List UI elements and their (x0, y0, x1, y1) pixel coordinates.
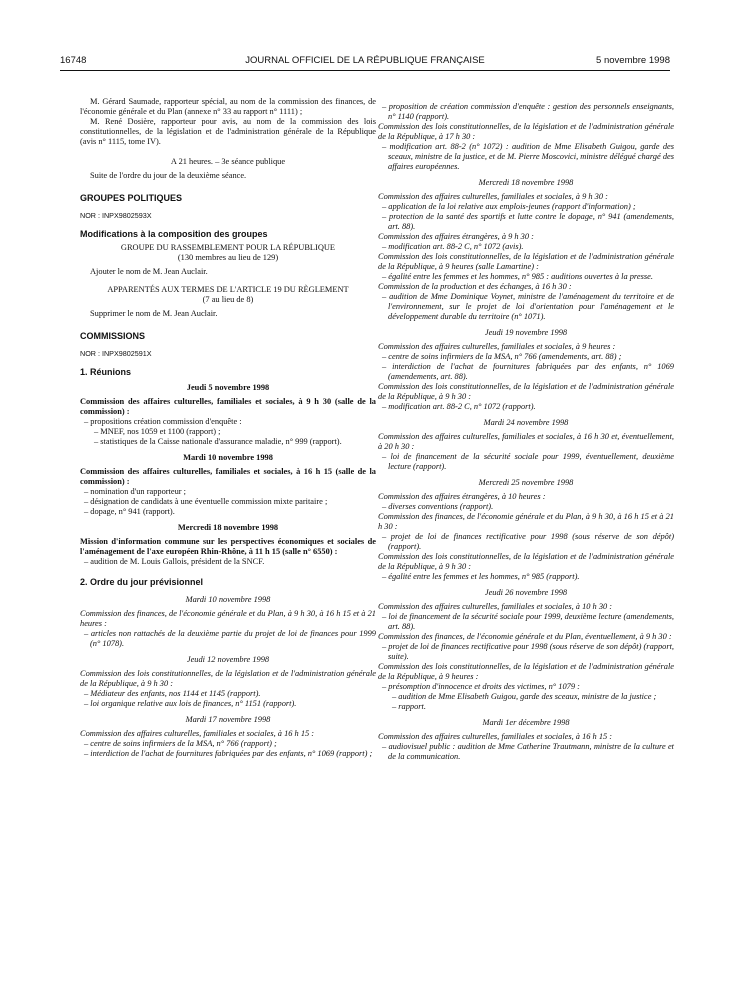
meeting-body: Commission des finances, de l'économie générale et du Plan, à 9 h 30, à 16 h 15 et à 21 h 30 : (378, 512, 674, 531)
list-item: – égalité entre les femmes et les hommes, n° 985 (rapport). (382, 572, 580, 581)
meeting-body: Commission des affaires culturelles, familiales et sociales, à 9 heures : (378, 342, 616, 351)
list-item: – audition de M. Louis Gallois, président de la SNCF. (84, 557, 265, 566)
paragraph: Suite de l'ordre du jour de la deuxième séance. (90, 171, 247, 180)
meeting-body: Commission des affaires culturelles, familiales et sociales, à 16 h 15 : (80, 729, 315, 738)
nor-reference: NOR : INPX9802591X (80, 349, 152, 358)
group-count: (130 membres au lieu de 129) (177, 253, 279, 262)
list-item: – audition de Mme Dominique Voynet, ministre de l'aménagement du territoire et de l'environnement, sur le projet de loi d'orientation pour l'aménagement et le développement durable du territoire (n° 1071). (382, 292, 674, 321)
subsection-title: 2. Ordre du jour prévisionnel (80, 577, 204, 587)
date-heading: Jeudi 19 novembre 1998 (484, 328, 568, 337)
meeting-body: Commission des affaires étrangères, à 10 heures : (378, 492, 546, 501)
list-item: – protection de la santé des sportifs et lutte contre le dopage, n° 941 (amendements, art. 88). (382, 212, 674, 231)
list-item: – présomption d'innocence et droits des victimes, n° 1079 : (382, 682, 580, 691)
date-heading: Jeudi 26 novembre 1998 (484, 588, 568, 597)
list-item: – dopage, n° 941 (rapport). (84, 507, 175, 516)
date-heading: Mercredi 18 novembre 1998 (478, 178, 574, 187)
section-title: COMMISSIONS (80, 331, 146, 341)
list-item: – rapport. (392, 702, 426, 711)
meeting-body: Commission des finances, de l'économie générale et du Plan, éventuellement, à 9 h 30 : (378, 632, 672, 641)
meeting-body: Commission des affaires culturelles, familiales et sociales, à 16 h 15 (salle de la commission) : (80, 467, 376, 486)
meeting-body: Mission d'information commune sur les perspectives économiques et sociales de l'aménagement de l'axe européen Rhin-Rhône, à 11 h 15 (salle n° 6550) : (80, 537, 376, 556)
list-item: – interdiction de l'achat de fournitures fabriquées par des enfants, n° 1069 (amendements, art. 88). (382, 362, 674, 381)
list-item: – MNEF, nos 1059 et 1100 (rapport) ; (94, 427, 221, 436)
page-number: 16748 (60, 55, 87, 66)
list-item: – diverses conventions (rapport). (382, 502, 494, 511)
date-heading: Mardi 1er décembre 1998 (482, 718, 570, 727)
list-item: – centre de soins infirmiers de la MSA, n° 766 (rapport) ; (84, 739, 277, 748)
meeting-body: Commission des lois constitutionnelles, de la législation et de l'administration générale de la République, à 9 heures (salle Lamartine) : (378, 252, 674, 271)
meeting-body: Commission des lois constitutionnelles, de la législation et de l'administration générale de la République, à 9 heures : (378, 662, 674, 681)
list-item: – audition de Mme Elisabeth Guigou, garde des sceaux, ministre de la justice ; (392, 692, 657, 701)
meeting-body: Commission des affaires culturelles, familiales et sociales, à 9 h 30 : (378, 192, 608, 201)
list-item: – modification art. 88-2 C, n° 1072 (avis). (382, 242, 524, 251)
seance-heading: A 21 heures. – 3e séance publique (170, 157, 286, 166)
meeting-body: Commission des affaires culturelles, familiales et sociales, à 16 h 30 et, éventuellement, à 20 h 30 : (378, 432, 674, 451)
group-name: APPARENTÉS AUX TERMES DE L'ARTICLE 19 DU RÈGLEMENT (107, 285, 349, 294)
meeting-body: Commission des lois constitutionnelles, de la législation et de l'administration générale de la République, à 9 h 30 : (378, 382, 674, 401)
date-heading: Mercredi 18 novembre 1998 (177, 523, 279, 532)
date-heading: Jeudi 12 novembre 1998 (186, 655, 270, 664)
meeting-body: Commission des finances, de l'économie générale et du Plan, à 9 h 30, à 16 h 15 et à 21 heures : (80, 609, 376, 628)
list-item: – articles non rattachés de la deuxième partie du projet de loi de finances pour 1999 (n° 1078). (84, 629, 376, 648)
subsection-title: Modifications à la composition des groupes (80, 229, 268, 239)
journal-title: JOURNAL OFFICIEL DE LA RÉPUBLIQUE FRANÇAISE (245, 55, 485, 66)
meeting-body: Commission de la production et des échanges, à 16 h 30 : (378, 282, 572, 291)
paragraph: Ajouter le nom de M. Jean Auclair. (90, 267, 208, 276)
list-item: – loi organique relative aux lois de finances, n° 1151 (rapport). (84, 699, 297, 708)
date-heading: Mercredi 25 novembre 1998 (478, 478, 574, 487)
list-item: – projet de loi de finances rectificative pour 1998 (sous réserve de son dépôt) (rapport, suite). (382, 642, 674, 661)
date-heading: Mardi 10 novembre 1998 (185, 595, 271, 604)
list-item: – nomination d'un rapporteur ; (84, 487, 186, 496)
meeting-body: Commission des affaires culturelles, familiales et sociales, à 9 h 30 (salle de la commission) : (80, 397, 376, 416)
list-item: – désignation de candidats à une éventuelle commission mixte paritaire ; (84, 497, 328, 506)
nor-reference: NOR : INPX9802593X (80, 211, 152, 220)
meeting-body: Commission des affaires culturelles, familiales et sociales, à 10 h 30 : (378, 602, 613, 611)
list-item: – interdiction de l'achat de fournitures fabriquées par des enfants, n° 1069 (rapport) ; (84, 749, 373, 758)
section-title: GROUPES POLITIQUES (80, 193, 183, 203)
list-item: – modification art. 88-2 (n° 1072) : audition de Mme Elisabeth Guigou, garde des sceaux, ministre de la justice, et de M. Pierre Moscovici, ministre délégué chargé des affaires européennes. (382, 142, 674, 171)
meeting-body: Commission des lois constitutionnelles, de la législation et de l'administration générale de la République, à 9 h 30 : (80, 669, 376, 688)
list-item: – application de la loi relative aux emplois-jeunes (rapport d'information) ; (382, 202, 636, 211)
list-item: – Médiateur des enfants, nos 1144 et 1145 (rapport). (84, 689, 261, 698)
subsection-title: 1. Réunions (80, 367, 132, 377)
list-item: – projet de loi de finances rectificative pour 1998 (sous réserve de son dépôt) (rapport). (382, 532, 674, 551)
group-name: GROUPE DU RASSEMBLEMENT POUR LA RÉPUBLIQUE (120, 243, 336, 252)
right-column (378, 102, 674, 762)
list-item: – modification art. 88-2 C, n° 1072 (rapport). (382, 402, 536, 411)
list-item: – audiovisuel public : audition de Mme Catherine Trautmann, ministre de la culture et de la communication. (382, 742, 674, 761)
meeting-body: Commission des affaires culturelles, familiales et sociales, à 16 h 15 : (378, 732, 613, 741)
header-rule (60, 70, 670, 71)
group-count: (7 au lieu de 8) (202, 295, 254, 304)
meeting-body: Commission des affaires étrangères, à 9 h 30 : (378, 232, 534, 241)
list-item: – égalité entre les femmes et les hommes, n° 985 : auditions ouvertes à la presse. (382, 272, 653, 281)
left-column (80, 97, 376, 759)
list-item: – statistiques de la Caisse nationale d'assurance maladie, n° 999 (rapport). (94, 437, 342, 446)
paragraph: Supprimer le nom de M. Jean Auclair. (90, 309, 218, 318)
list-item: – propositions création commission d'enquête : (84, 417, 242, 426)
date-heading: Mardi 24 novembre 1998 (483, 418, 569, 427)
date-heading: Jeudi 5 novembre 1998 (186, 383, 270, 392)
list-item: – proposition de création commission d'enquête : gestion des personnels enseignants, n° 1140 (rapport). (382, 102, 674, 121)
list-item: – loi de financement de la sécurité sociale pour 1999, éventuellement, deuxième lecture (rapport). (382, 452, 674, 471)
date-heading: Mardi 17 novembre 1998 (185, 715, 271, 724)
paragraph: M. René Dosière, rapporteur pour avis, au nom de la commission des lois constitutionnelles, de la législation et de l'administration générale de la République (avis n° 1115, tome IV). (80, 117, 376, 146)
meeting-body: Commission des lois constitutionnelles, de la législation et de l'administration générale de la République, à 17 h 30 : (378, 122, 674, 141)
list-item: – centre de soins infirmiers de la MSA, n° 766 (amendements, art. 88) ; (382, 352, 622, 361)
date-heading: Mardi 10 novembre 1998 (183, 453, 273, 462)
list-item: – loi de financement de la sécurité sociale pour 1999, deuxième lecture (amendements, art. 88). (382, 612, 674, 631)
paragraph: M. Gérard Saumade, rapporteur spécial, au nom de la commission des finances, de l'économie générale et du Plan (annexe n° 33 au rapport n° 1111) ; (80, 97, 376, 116)
issue-date: 5 novembre 1998 (596, 55, 670, 66)
meeting-body: Commission des lois constitutionnelles, de la législation et de l'administration générale de la République, à 9 h 30 : (378, 552, 674, 571)
